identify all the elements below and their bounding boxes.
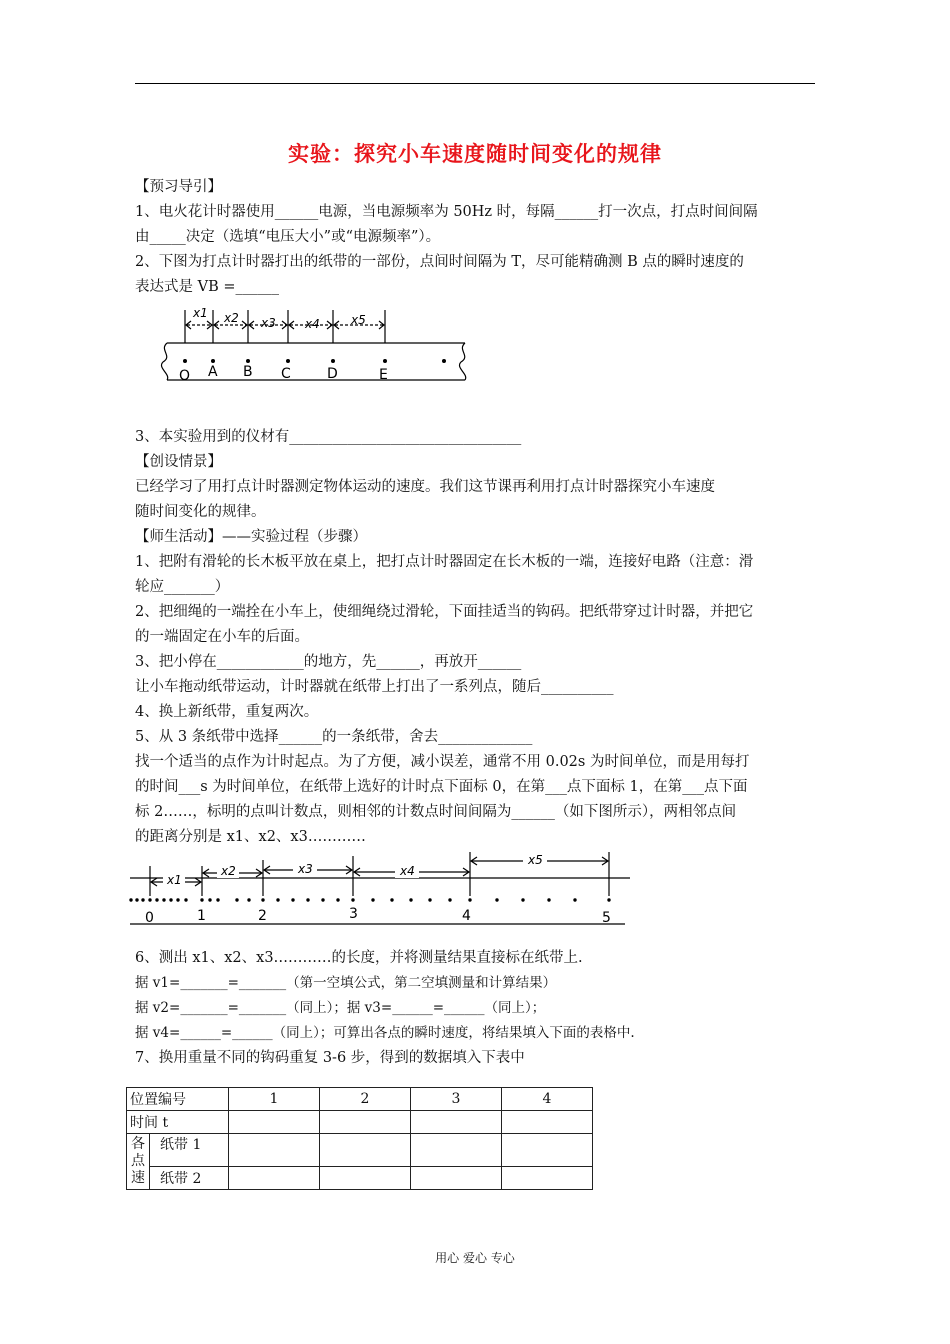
table-group-label (127, 1134, 150, 1190)
step-3: 3、把小停在____________的地方，先______，再放开______ (135, 654, 522, 670)
count-1-label: 1 (197, 908, 206, 924)
paper-tape-figure-1 (155, 300, 485, 390)
table-cell (502, 1111, 593, 1134)
table-cell (411, 1134, 502, 1167)
page-title: 实验：探究小车速度随时间变化的规律 (288, 142, 662, 166)
step-5-cont-1: 找一个适当的点作为计时起点。为了方便，减小误差，通常不用 0.02s 为时间单位，而是用每打 (135, 754, 750, 770)
step-1-cont: 轮应_______） (135, 579, 230, 595)
count-0-label: 0 (145, 910, 154, 926)
table-row-time-label: 时间 t (127, 1111, 229, 1134)
table-col-2: 2 (320, 1088, 411, 1111)
table-col-1: 1 (229, 1088, 320, 1111)
table-cell (229, 1167, 320, 1190)
point-D-label: D (327, 366, 338, 382)
point-O-label: O (179, 368, 191, 384)
x5-label: x5 (351, 313, 366, 327)
x5-label: x5 (528, 853, 543, 867)
top-rule (135, 83, 815, 84)
group-char-2: 点 (131, 1153, 145, 1169)
table-tape-1-label: 纸带 1 (150, 1134, 229, 1167)
table-cell (320, 1134, 411, 1167)
x3-label: x3 (261, 316, 276, 330)
x2-label: x2 (224, 311, 239, 325)
paper-tape-figure-2 (125, 848, 635, 930)
x3-label: x3 (298, 862, 313, 876)
scenario-text: 已经学习了用打点计时器测定物体运动的速度。我们这节课再利用打点计时器探究小车速度 (135, 479, 715, 495)
x4-label: x4 (400, 864, 415, 878)
point-C-label: C (281, 366, 291, 382)
question-1-cont: 由_____决定（选填“电压大小”或“电源频率”）。 (135, 229, 441, 245)
table-col-3: 3 (411, 1088, 502, 1111)
table-header-label: 位置编号 (127, 1088, 229, 1111)
count-4-label: 4 (462, 908, 471, 924)
step-5: 5、从 3 条纸带中选择______的一条纸带，舍去_____________ (135, 729, 533, 745)
count-5-label: 5 (602, 910, 611, 926)
count-2-label: 2 (258, 908, 267, 924)
table-cell (229, 1111, 320, 1134)
step-1: 1、把附有滑轮的长木板平放在桌上，把打点计时器固定在长木板的一端，连接好电路（注意：滑 (135, 554, 754, 570)
x1-label: x1 (193, 306, 208, 320)
question-3: 3、本实验用到的仪材有________________________________ (135, 429, 522, 445)
question-1: 1、电火花计时器使用______电源，当电源频率为 50Hz 时，每隔______打一次点，打点时间间隔 (135, 204, 758, 220)
step-6-v2-v3: 据 v2=_______=_______（同上）；据 v3=______=______（同上）； (135, 1000, 546, 1016)
point-A-label: A (208, 364, 218, 380)
data-table (126, 1087, 593, 1190)
page-footer: 用心 爱心 专心 (435, 1251, 515, 1265)
table-cell (229, 1134, 320, 1167)
step-2: 2、把细绳的一端拴在小车上，使细绳绕过滑轮，下面挂适当的钩码。把纸带穿过计时器，并把它 (135, 604, 754, 620)
step-3-cont: 让小车拖动纸带运动，计时器就在纸带上打出了一系列点，随后__________ (135, 679, 614, 695)
table-cell (320, 1167, 411, 1190)
table-cell (411, 1167, 502, 1190)
step-5-cont-3: 标 2……，标明的点叫计数点，则相邻的计数点时间间隔为______（如下图所示），两相邻点间 (135, 804, 737, 820)
group-char-3: 速 (131, 1170, 145, 1186)
step-5-cont-2: 的时间___s 为时间单位，在纸带上选好的计时点下面标 0，在第___点下面标 1，在第___点下面 (135, 779, 748, 795)
table-cell (411, 1111, 502, 1134)
step-4: 4、换上新纸带，重复两次。 (135, 704, 319, 720)
step-6-v4: 据 v4=______=______（同上）；可算出各点的瞬时速度，将结果填入下面的表格中. (135, 1025, 635, 1041)
table-tape-2-label: 纸带 2 (150, 1167, 229, 1190)
table-cell (502, 1167, 593, 1190)
question-2-cont: 表达式是 VB =______ (135, 279, 279, 295)
table-cell (502, 1134, 593, 1167)
table-cell (320, 1111, 411, 1134)
point-B-label: B (243, 364, 253, 380)
x1-label: x1 (167, 873, 182, 887)
section-activity-heading: 【师生活动】——实验过程（步骤） (135, 529, 367, 545)
x2-label: x2 (221, 864, 236, 878)
section-scenario-heading: 【创设情景】 (135, 454, 222, 470)
scenario-text-cont: 随时间变化的规律。 (135, 504, 266, 520)
count-3-label: 3 (349, 906, 358, 922)
question-2: 2、下图为打点计时器打出的纸带的一部份，点间时间隔为 T，尽可能精确测 B 点的瞬时速度的 (135, 254, 744, 270)
step-6-v1: 据 v1=_______=_______（第一空填公式，第二空填测量和计算结果） (135, 975, 557, 991)
section-preview-heading: 【预习导引】 (135, 179, 222, 195)
step-2-cont: 的一端固定在小车的后面。 (135, 629, 309, 645)
step-7: 7、换用重量不同的钩码重复 3-6 步，得到的数据填入下表中 (135, 1050, 525, 1066)
group-char-1: 各 (131, 1136, 145, 1152)
step-5-cont-4: 的距离分别是 x1、x2、x3………… (135, 829, 366, 845)
point-E-label: E (379, 367, 388, 383)
table-col-4: 4 (502, 1088, 593, 1111)
step-6: 6、测出 x1、x2、x3…………的长度，并将测量结果直接标在纸带上. (135, 950, 583, 966)
x4-label: x4 (305, 317, 320, 331)
